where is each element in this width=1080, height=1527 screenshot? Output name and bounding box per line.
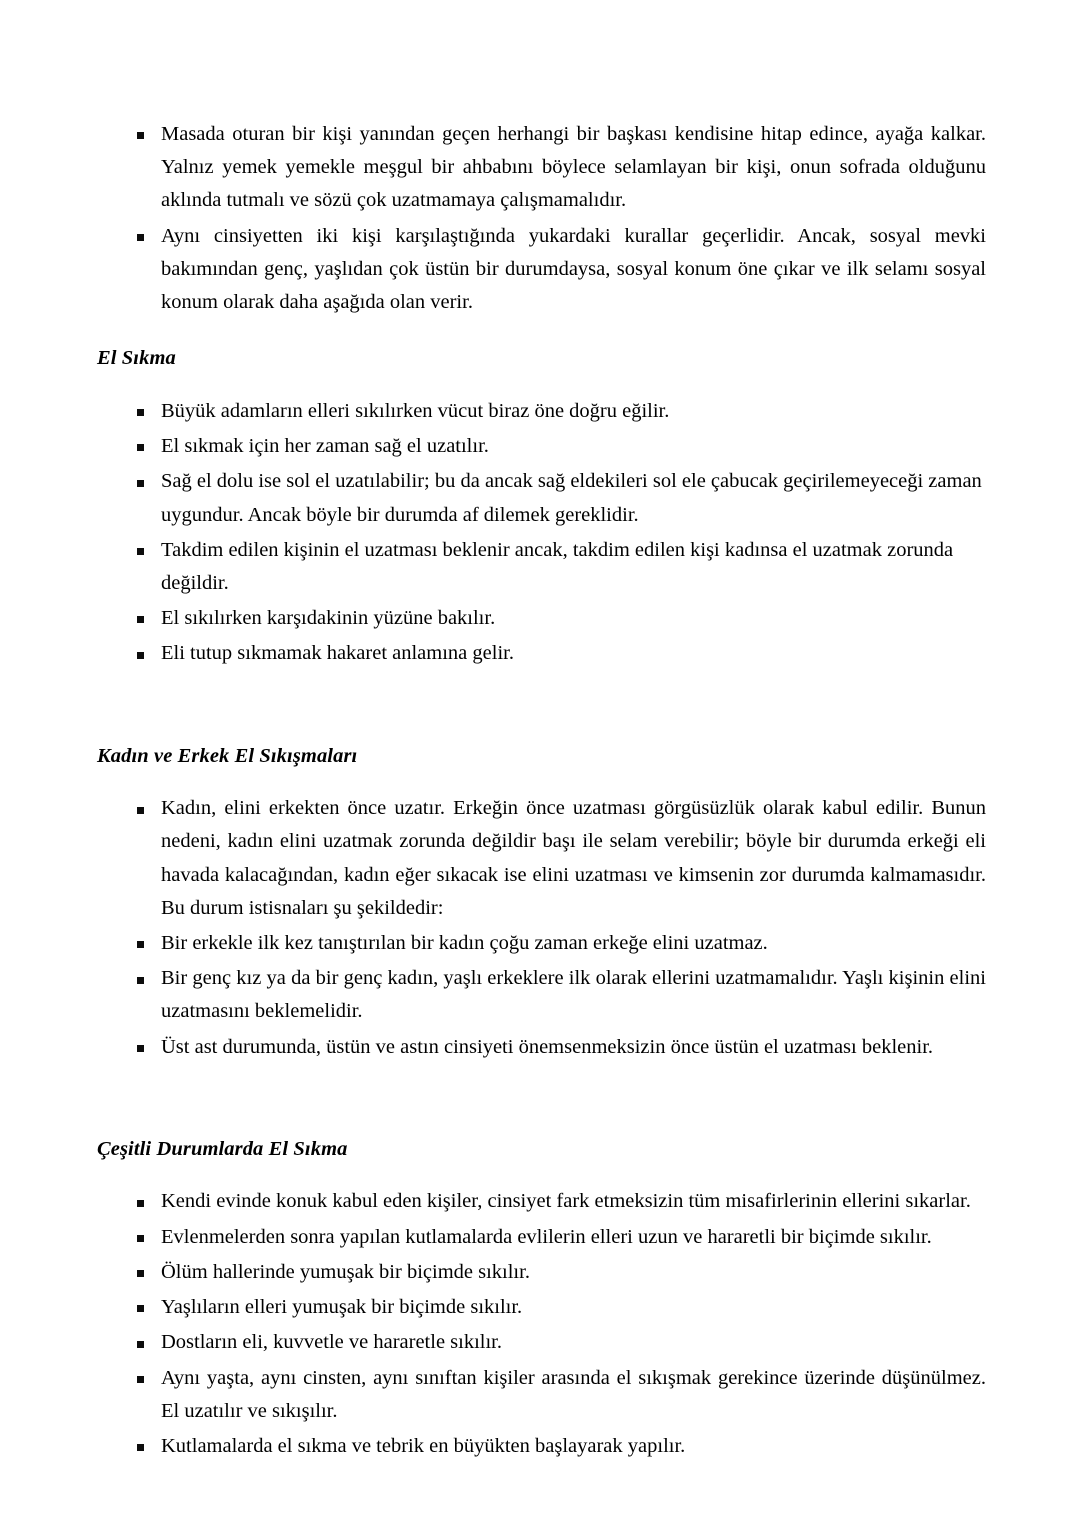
list-item-text: Üst ast durumunda, üstün ve astın cinsiyeti önemsenmeksizin önce üstün el uzatması beklenir. (161, 1035, 934, 1058)
square-bullet-icon (137, 616, 144, 623)
list-item-text: Masada oturan bir kişi yanından geçen herhangi bir başkası kendisine hitap edince, ayağa kalkar. Yalnız yemek yemekle meşgul bir ahbabını böylece selamlayan bir kişi, onun sofrada olduğunu aklında tutmalı ve sözü çok uzatmamaya çalışmamalıdır. (161, 123, 986, 212)
square-bullet-icon (137, 444, 144, 451)
list-item-text: Kadın, elini erkekten önce uzatır. Erkeğin önce uzatması görgüsüzlük olarak kabul edilir. Bunun nedeni, kadın elini uzatmak zorunda değildir başı ile selam verebilir; böyle bir durumda erkeği eli havada kalacağından, kadın eğer sıkacak ise elini uzatması ve kimsenin zor durumda kalmamasıdır. Bu durum istisnaları şu şekildedir: (161, 797, 986, 919)
section-bullet-list-el-sikma (97, 395, 986, 671)
list-item-text: Dostların eli, kuvvetle ve hararetle sıkılır. (161, 1331, 502, 1354)
square-bullet-icon (137, 652, 144, 659)
square-bullet-icon (137, 1045, 144, 1052)
list-item (97, 962, 986, 1028)
list-item (97, 1256, 986, 1289)
square-bullet-icon (137, 409, 144, 416)
intro-bullet-list (97, 118, 986, 319)
list-item (97, 1326, 986, 1359)
section-bullet-list-cesitli-durumlar (97, 1185, 986, 1463)
list-item (97, 1362, 986, 1428)
square-bullet-icon (137, 1341, 144, 1348)
section-heading-el-sikma: El Sıkma (97, 347, 176, 370)
list-item-text: Evlenmelerden sonra yapılan kutlamalarda evlilerin elleri uzun ve hararetli bir biçimde sıkılır. (161, 1225, 932, 1248)
page-content (97, 118, 986, 1463)
list-item (97, 792, 986, 925)
list-item-text: Büyük adamların elleri sıkılırken vücut biraz öne doğru eğilir. (161, 399, 670, 422)
list-item-text: Aynı cinsiyetten iki kişi karşılaştığında yukardaki kurallar geçerlidir. Ancak, sosyal mevki bakımından genç, yaşlıdan çok üstün bir durumdaysa, sosyal konum öne çıkar ve ilk selamı sosyal konum olarak daha aşağıda olan verir. (161, 224, 986, 314)
square-bullet-icon (137, 132, 144, 139)
list-item (97, 1291, 986, 1324)
section-heading-cesitli-durumlar: Çeşitli Durumlarda El Sıkma (97, 1137, 348, 1160)
square-bullet-icon (137, 977, 144, 984)
square-bullet-icon (137, 1305, 144, 1312)
square-bullet-icon (137, 807, 144, 814)
list-item-text: Aynı yaşta, aynı cinsten, aynı sınıftan kişiler arasında el sıkışmak gerekince üzerinde düşünülmez. El uzatılır ve sıkışılır. (161, 1366, 986, 1422)
list-item-text: El sıkılırken karşıdakinin yüzüne bakılır. (161, 607, 496, 630)
list-item (97, 637, 986, 670)
list-item (97, 465, 986, 531)
list-item-text: Eli tutup sıkmamak hakaret anlamına gelir. (161, 642, 514, 665)
square-bullet-icon (137, 1444, 144, 1451)
list-item-text: Kutlamalarda el sıkma ve tebrik en büyükten başlayarak yapılır. (161, 1434, 686, 1457)
square-bullet-icon (137, 941, 144, 948)
list-item-text: Ölüm hallerinde yumuşak bir biçimde sıkılır. (161, 1260, 530, 1283)
list-item-text: Bir genç kız ya da bir genç kadın, yaşlı erkeklere ilk olarak ellerini uzatmamalıdır. Yaşlı kişinin elini uzatmasını beklemelidir. (161, 967, 986, 1023)
section-bullet-list-kadin-erkek (97, 792, 986, 1064)
list-item (97, 395, 986, 428)
list-item (97, 430, 986, 463)
list-item (97, 1031, 986, 1064)
square-bullet-icon (137, 234, 144, 241)
list-item-text: El sıkmak için her zaman sağ el uzatılır. (161, 435, 489, 458)
square-bullet-icon (137, 1200, 144, 1207)
list-item (97, 534, 986, 600)
list-item-text: Bir erkekle ilk kez tanıştırılan bir kadın çoğu zaman erkeğe elini uzatmaz. (161, 932, 768, 954)
list-item (97, 1185, 986, 1218)
square-bullet-icon (137, 1270, 144, 1277)
list-item (97, 1221, 986, 1254)
list-item (97, 220, 986, 320)
list-item (97, 927, 986, 960)
square-bullet-icon (137, 548, 144, 555)
list-item (97, 118, 986, 218)
list-item (97, 602, 986, 635)
list-item-text: Takdim edilen kişinin el uzatması beklenir ancak, takdim edilen kişi kadınsa el uzatmak zorunda değildir. (161, 538, 954, 594)
list-item-text: Kendi evinde konuk kabul eden kişiler, cinsiyet fark etmeksizin tüm misafirlerinin ellerini sıkarlar. (161, 1190, 971, 1213)
section-heading-kadin-erkek: Kadın ve Erkek El Sıkışmaları (97, 744, 358, 767)
square-bullet-icon (137, 480, 144, 487)
list-item (97, 1430, 986, 1463)
list-item-text: Yaşlıların elleri yumuşak bir biçimde sıkılır. (161, 1296, 523, 1319)
list-item-text: Sağ el dolu ise sol el uzatılabilir; bu da ancak sağ eldekileri sol ele çabucak geçirilemeyeceği zaman uygundur. Ancak böyle bir durumda af dilemek gereklidir. (161, 470, 982, 526)
square-bullet-icon (137, 1376, 144, 1383)
square-bullet-icon (137, 1235, 144, 1242)
